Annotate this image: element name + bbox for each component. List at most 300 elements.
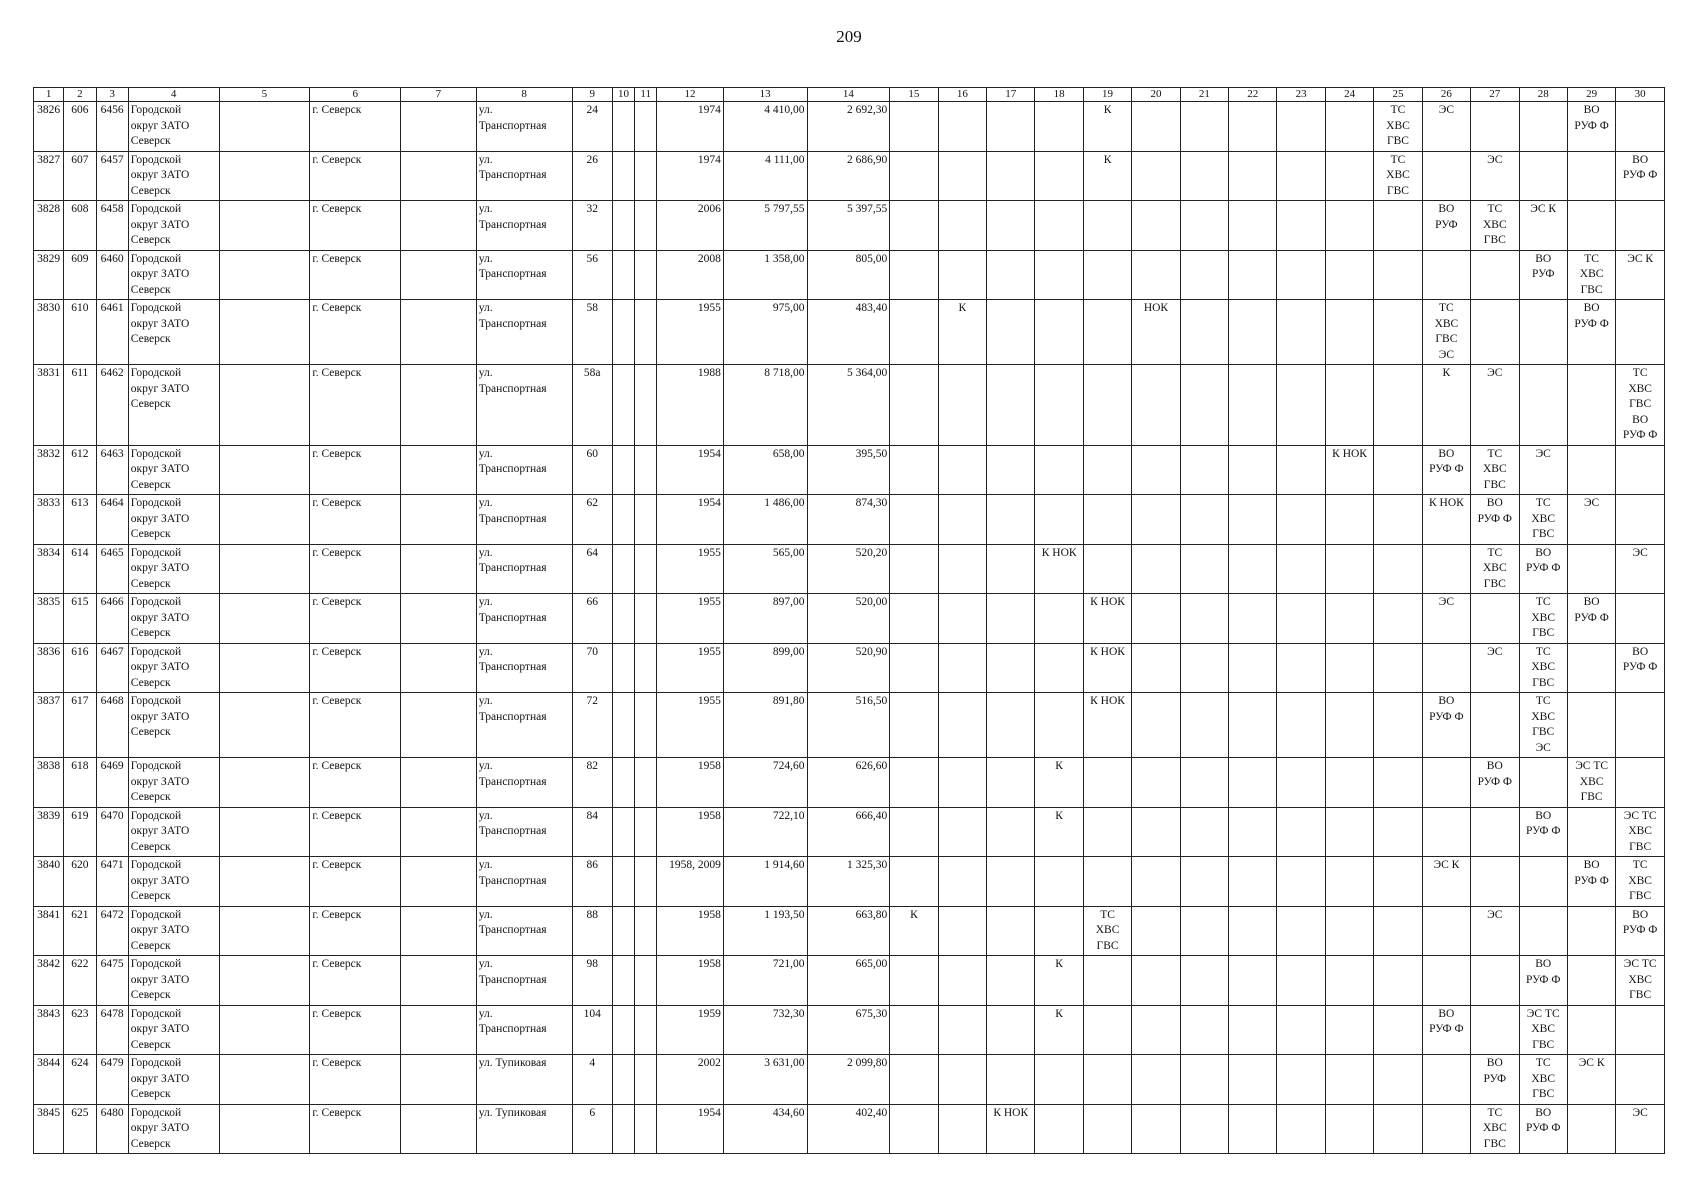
cell-col-7: [401, 1055, 477, 1105]
cell-work-year-col-20: [1132, 102, 1180, 152]
cell-street: ул. Транспортная: [476, 151, 572, 201]
cell-col-5: [219, 445, 310, 495]
cell-house: 72: [572, 693, 612, 758]
cell-object-id: 6458: [96, 201, 128, 251]
cell-work-year-col-21: [1180, 643, 1228, 693]
cell-street: ул. Транспортная: [476, 643, 572, 693]
cell-work-year-col-29: [1567, 643, 1615, 693]
cell-object-id: 6478: [96, 1005, 128, 1055]
cell-year: 1958: [657, 956, 724, 1006]
cell-work-year-col-15: [890, 151, 938, 201]
cell-house: 56: [572, 250, 612, 300]
cell-work-year-col-26: [1422, 956, 1470, 1006]
cell-area-total: 4 410,00: [723, 102, 807, 152]
column-header-4: 4: [128, 88, 219, 102]
cell-object-id: 6461: [96, 300, 128, 365]
cell-area-living: 666,40: [807, 807, 890, 857]
cell-area-living: 395,50: [807, 445, 890, 495]
cell-work-year-col-16: [938, 594, 986, 644]
cell-work-year-col-18: [1035, 300, 1083, 365]
cell-object-id: 6472: [96, 906, 128, 956]
cell-area-total: 732,30: [723, 1005, 807, 1055]
cell-area-total: 891,80: [723, 693, 807, 758]
cell-work-year-col-28: [1519, 857, 1567, 907]
cell-house: 88: [572, 906, 612, 956]
cell-city: г. Северск: [310, 643, 401, 693]
table-row: [34, 594, 1665, 644]
cell-work-year-col-25: [1374, 693, 1422, 758]
cell-area-living: 2 692,30: [807, 102, 890, 152]
cell-object-id: 6466: [96, 594, 128, 644]
cell-work-year-col-28: ВО РУФ: [1519, 250, 1567, 300]
cell-work-year-col-15: [890, 365, 938, 446]
cell-work-year-col-23: [1277, 1005, 1325, 1055]
cell-work-year-col-25: [1374, 544, 1422, 594]
cell-street: ул. Транспортная: [476, 102, 572, 152]
cell-col-5: [219, 956, 310, 1006]
cell-col-11: [635, 1104, 657, 1154]
column-header-25: 25: [1374, 88, 1422, 102]
cell-street: ул. Транспортная: [476, 758, 572, 808]
cell-work-year-col-25: [1374, 758, 1422, 808]
cell-col-11: [635, 956, 657, 1006]
cell-work-year-col-19: К: [1083, 151, 1131, 201]
cell-work-year-col-24: К НОК: [1325, 445, 1373, 495]
cell-owner: Городской округ ЗАТО Северск: [128, 1104, 219, 1154]
cell-year: 1974: [657, 102, 724, 152]
cell-work-year-col-16: [938, 365, 986, 446]
cell-work-year-col-29: [1567, 1005, 1615, 1055]
cell-work-year-col-20: [1132, 365, 1180, 446]
cell-year: 1955: [657, 643, 724, 693]
cell-work-year-col-22: [1229, 445, 1277, 495]
cell-record-number: 3835: [34, 594, 64, 644]
cell-work-year-col-26: ВО РУФ: [1422, 201, 1470, 251]
cell-city: г. Северск: [310, 906, 401, 956]
cell-work-year-col-19: [1083, 1104, 1131, 1154]
cell-col-11: [635, 250, 657, 300]
cell-index: 623: [64, 1005, 96, 1055]
cell-col-7: [401, 956, 477, 1006]
cell-area-living: 5 397,55: [807, 201, 890, 251]
cell-work-year-col-18: [1035, 594, 1083, 644]
cell-col-5: [219, 544, 310, 594]
cell-work-year-col-20: [1132, 250, 1180, 300]
cell-work-year-col-24: [1325, 758, 1373, 808]
cell-col-5: [219, 102, 310, 152]
cell-work-year-col-27: ТС ХВС ГВС: [1471, 445, 1519, 495]
cell-work-year-col-18: [1035, 1104, 1083, 1154]
cell-object-id: 6469: [96, 758, 128, 808]
cell-work-year-col-26: [1422, 906, 1470, 956]
cell-object-id: 6480: [96, 1104, 128, 1154]
cell-work-year-col-24: [1325, 151, 1373, 201]
cell-work-year-col-20: [1132, 1055, 1180, 1105]
cell-work-year-col-22: [1229, 151, 1277, 201]
cell-work-year-col-20: НОК: [1132, 300, 1180, 365]
column-header-24: 24: [1325, 88, 1373, 102]
cell-col-5: [219, 758, 310, 808]
cell-work-year-col-30: [1616, 445, 1665, 495]
cell-house: 62: [572, 495, 612, 545]
cell-work-year-col-17: [987, 1005, 1035, 1055]
cell-area-total: 565,00: [723, 544, 807, 594]
cell-record-number: 3840: [34, 857, 64, 907]
cell-record-number: 3827: [34, 151, 64, 201]
cell-work-year-col-23: [1277, 807, 1325, 857]
cell-work-year-col-15: [890, 102, 938, 152]
cell-col-5: [219, 250, 310, 300]
cell-col-11: [635, 758, 657, 808]
cell-work-year-col-21: [1180, 758, 1228, 808]
cell-index: 625: [64, 1104, 96, 1154]
cell-work-year-col-15: [890, 956, 938, 1006]
cell-owner: Городской округ ЗАТО Северск: [128, 445, 219, 495]
cell-work-year-col-29: ЭС ТС ХВС ГВС: [1567, 758, 1615, 808]
cell-work-year-col-29: [1567, 906, 1615, 956]
cell-work-year-col-29: ТС ХВС ГВС: [1567, 250, 1615, 300]
cell-object-id: 6463: [96, 445, 128, 495]
cell-work-year-col-16: [938, 643, 986, 693]
cell-work-year-col-27: ВО РУФ Ф: [1471, 758, 1519, 808]
cell-work-year-col-26: [1422, 544, 1470, 594]
cell-col-7: [401, 857, 477, 907]
cell-col-11: [635, 544, 657, 594]
table-row: [34, 1104, 1665, 1154]
cell-work-year-col-23: [1277, 495, 1325, 545]
cell-work-year-col-29: [1567, 1104, 1615, 1154]
cell-work-year-col-24: [1325, 365, 1373, 446]
cell-work-year-col-24: [1325, 956, 1373, 1006]
cell-work-year-col-21: [1180, 807, 1228, 857]
cell-work-year-col-17: [987, 445, 1035, 495]
column-header-29: 29: [1567, 88, 1615, 102]
cell-work-year-col-16: [938, 495, 986, 545]
cell-work-year-col-23: [1277, 906, 1325, 956]
column-header-27: 27: [1471, 88, 1519, 102]
cell-col-7: [401, 250, 477, 300]
cell-object-id: 6460: [96, 250, 128, 300]
cell-work-year-col-28: [1519, 102, 1567, 152]
cell-work-year-col-26: [1422, 1055, 1470, 1105]
cell-city: г. Северск: [310, 445, 401, 495]
cell-work-year-col-24: [1325, 857, 1373, 907]
cell-work-year-col-17: [987, 807, 1035, 857]
cell-work-year-col-22: [1229, 693, 1277, 758]
cell-work-year-col-27: [1471, 807, 1519, 857]
cell-owner: Городской округ ЗАТО Северск: [128, 1005, 219, 1055]
cell-record-number: 3831: [34, 365, 64, 446]
cell-work-year-col-23: [1277, 1055, 1325, 1105]
cell-work-year-col-19: [1083, 857, 1131, 907]
column-header-17: 17: [987, 88, 1035, 102]
cell-house: 84: [572, 807, 612, 857]
cell-work-year-col-20: [1132, 758, 1180, 808]
cell-work-year-col-19: [1083, 201, 1131, 251]
cell-col-10: [612, 365, 634, 446]
column-header-3: 3: [96, 88, 128, 102]
cell-col-10: [612, 1104, 634, 1154]
cell-area-total: 1 486,00: [723, 495, 807, 545]
cell-col-11: [635, 201, 657, 251]
cell-work-year-col-29: [1567, 201, 1615, 251]
cell-city: г. Северск: [310, 594, 401, 644]
cell-col-11: [635, 906, 657, 956]
column-header-5: 5: [219, 88, 310, 102]
cell-street: ул. Транспортная: [476, 201, 572, 251]
cell-work-year-col-22: [1229, 758, 1277, 808]
cell-work-year-col-16: [938, 956, 986, 1006]
cell-work-year-col-22: [1229, 250, 1277, 300]
cell-work-year-col-17: [987, 365, 1035, 446]
cell-area-total: 434,60: [723, 1104, 807, 1154]
cell-area-total: 975,00: [723, 300, 807, 365]
cell-work-year-col-20: [1132, 906, 1180, 956]
cell-work-year-col-21: [1180, 495, 1228, 545]
cell-work-year-col-25: ТС ХВС ГВС: [1374, 151, 1422, 201]
cell-col-11: [635, 495, 657, 545]
cell-work-year-col-23: [1277, 250, 1325, 300]
cell-work-year-col-16: [938, 807, 986, 857]
cell-work-year-col-23: [1277, 857, 1325, 907]
cell-record-number: 3828: [34, 201, 64, 251]
cell-year: 2008: [657, 250, 724, 300]
cell-work-year-col-25: [1374, 365, 1422, 446]
cell-owner: Городской округ ЗАТО Северск: [128, 102, 219, 152]
cell-owner: Городской округ ЗАТО Северск: [128, 250, 219, 300]
cell-work-year-col-30: ЭС: [1616, 1104, 1665, 1154]
cell-col-11: [635, 151, 657, 201]
cell-work-year-col-25: [1374, 594, 1422, 644]
table-row: [34, 1005, 1665, 1055]
cell-col-5: [219, 807, 310, 857]
cell-work-year-col-18: [1035, 201, 1083, 251]
cell-col-10: [612, 300, 634, 365]
cell-work-year-col-30: [1616, 201, 1665, 251]
cell-area-living: 520,90: [807, 643, 890, 693]
cell-work-year-col-25: [1374, 857, 1422, 907]
cell-work-year-col-15: [890, 1005, 938, 1055]
cell-street: ул. Тупиковая: [476, 1104, 572, 1154]
cell-work-year-col-16: [938, 445, 986, 495]
cell-street: ул. Транспортная: [476, 1005, 572, 1055]
cell-work-year-col-16: [938, 1055, 986, 1105]
cell-work-year-col-15: [890, 643, 938, 693]
cell-object-id: 6468: [96, 693, 128, 758]
table-row: [34, 445, 1665, 495]
cell-col-11: [635, 693, 657, 758]
cell-area-living: 520,00: [807, 594, 890, 644]
cell-work-year-col-17: [987, 906, 1035, 956]
cell-work-year-col-24: [1325, 643, 1373, 693]
cell-col-5: [219, 1104, 310, 1154]
cell-year: 1974: [657, 151, 724, 201]
cell-work-year-col-25: ТС ХВС ГВС: [1374, 102, 1422, 152]
cell-work-year-col-26: [1422, 758, 1470, 808]
cell-work-year-col-28: [1519, 758, 1567, 808]
cell-year: 1988: [657, 365, 724, 446]
cell-work-year-col-23: [1277, 956, 1325, 1006]
cell-col-7: [401, 906, 477, 956]
cell-work-year-col-23: [1277, 102, 1325, 152]
cell-work-year-col-18: К: [1035, 956, 1083, 1006]
cell-work-year-col-27: ТС ХВС ГВС: [1471, 544, 1519, 594]
cell-work-year-col-25: [1374, 1055, 1422, 1105]
cell-work-year-col-30: [1616, 693, 1665, 758]
table-row: [34, 906, 1665, 956]
cell-area-living: 402,40: [807, 1104, 890, 1154]
cell-area-living: 663,80: [807, 906, 890, 956]
cell-street: ул. Транспортная: [476, 445, 572, 495]
cell-work-year-col-29: [1567, 807, 1615, 857]
cell-work-year-col-26: [1422, 250, 1470, 300]
cell-work-year-col-21: [1180, 365, 1228, 446]
cell-work-year-col-29: [1567, 365, 1615, 446]
cell-house: 60: [572, 445, 612, 495]
cell-work-year-col-27: ВО РУФ Ф: [1471, 495, 1519, 545]
cell-work-year-col-23: [1277, 445, 1325, 495]
cell-work-year-col-25: [1374, 956, 1422, 1006]
cell-work-year-col-16: [938, 250, 986, 300]
cell-work-year-col-26: ВО РУФ Ф: [1422, 445, 1470, 495]
cell-work-year-col-17: [987, 1055, 1035, 1105]
table-row: [34, 102, 1665, 152]
cell-year: 1955: [657, 693, 724, 758]
cell-work-year-col-16: К: [938, 300, 986, 365]
cell-work-year-col-18: [1035, 365, 1083, 446]
table-row: [34, 544, 1665, 594]
cell-col-5: [219, 495, 310, 545]
cell-work-year-col-29: ВО РУФ Ф: [1567, 857, 1615, 907]
cell-object-id: 6475: [96, 956, 128, 1006]
cell-col-10: [612, 758, 634, 808]
cell-object-id: 6457: [96, 151, 128, 201]
cell-work-year-col-17: [987, 151, 1035, 201]
cell-work-year-col-16: [938, 201, 986, 251]
cell-work-year-col-18: [1035, 151, 1083, 201]
cell-work-year-col-28: [1519, 300, 1567, 365]
column-header-18: 18: [1035, 88, 1083, 102]
cell-work-year-col-20: [1132, 495, 1180, 545]
cell-work-year-col-24: [1325, 1055, 1373, 1105]
cell-work-year-col-26: ТС ХВС ГВС ЭС: [1422, 300, 1470, 365]
cell-city: г. Северск: [310, 1005, 401, 1055]
cell-city: г. Северск: [310, 102, 401, 152]
cell-work-year-col-19: [1083, 495, 1131, 545]
cell-work-year-col-27: ЭС: [1471, 906, 1519, 956]
cell-year: 1955: [657, 544, 724, 594]
cell-house: 66: [572, 594, 612, 644]
cell-area-living: 516,50: [807, 693, 890, 758]
cell-work-year-col-24: [1325, 102, 1373, 152]
cell-owner: Городской округ ЗАТО Северск: [128, 201, 219, 251]
cell-work-year-col-16: [938, 1005, 986, 1055]
cell-work-year-col-23: [1277, 758, 1325, 808]
cell-work-year-col-17: [987, 857, 1035, 907]
cell-work-year-col-23: [1277, 300, 1325, 365]
cell-work-year-col-28: [1519, 151, 1567, 201]
cell-house: 98: [572, 956, 612, 1006]
column-header-6: 6: [310, 88, 401, 102]
cell-owner: Городской округ ЗАТО Северск: [128, 906, 219, 956]
cell-object-id: 6479: [96, 1055, 128, 1105]
cell-work-year-col-27: [1471, 956, 1519, 1006]
cell-year: 2006: [657, 201, 724, 251]
cell-col-7: [401, 544, 477, 594]
cell-col-10: [612, 102, 634, 152]
cell-work-year-col-22: [1229, 1104, 1277, 1154]
cell-work-year-col-26: [1422, 643, 1470, 693]
cell-work-year-col-18: К: [1035, 1005, 1083, 1055]
cell-work-year-col-26: К: [1422, 365, 1470, 446]
column-header-12: 12: [657, 88, 724, 102]
cell-work-year-col-18: [1035, 250, 1083, 300]
cell-work-year-col-19: [1083, 250, 1131, 300]
cell-street: ул. Транспортная: [476, 807, 572, 857]
cell-work-year-col-28: ВО РУФ Ф: [1519, 1104, 1567, 1154]
cell-index: 616: [64, 643, 96, 693]
cell-work-year-col-15: К: [890, 906, 938, 956]
cell-col-7: [401, 594, 477, 644]
column-header-22: 22: [1229, 88, 1277, 102]
cell-year: 1955: [657, 594, 724, 644]
cell-work-year-col-21: [1180, 1104, 1228, 1154]
cell-work-year-col-18: [1035, 495, 1083, 545]
cell-col-5: [219, 1055, 310, 1105]
cell-work-year-col-19: [1083, 956, 1131, 1006]
cell-work-year-col-30: [1616, 1005, 1665, 1055]
cell-work-year-col-28: ТС ХВС ГВС: [1519, 643, 1567, 693]
table-row: [34, 857, 1665, 907]
cell-index: 613: [64, 495, 96, 545]
cell-work-year-col-16: [938, 102, 986, 152]
cell-index: 621: [64, 906, 96, 956]
cell-city: г. Северск: [310, 544, 401, 594]
cell-work-year-col-19: К: [1083, 102, 1131, 152]
cell-area-living: 675,30: [807, 1005, 890, 1055]
cell-index: 614: [64, 544, 96, 594]
cell-work-year-col-23: [1277, 1104, 1325, 1154]
cell-work-year-col-26: К НОК: [1422, 495, 1470, 545]
cell-work-year-col-27: ЭС: [1471, 365, 1519, 446]
cell-record-number: 3841: [34, 906, 64, 956]
cell-work-year-col-15: [890, 807, 938, 857]
cell-col-7: [401, 643, 477, 693]
cell-work-year-col-19: К НОК: [1083, 643, 1131, 693]
cell-work-year-col-25: [1374, 300, 1422, 365]
cell-col-10: [612, 250, 634, 300]
cell-street: ул. Транспортная: [476, 300, 572, 365]
cell-col-10: [612, 495, 634, 545]
cell-col-10: [612, 906, 634, 956]
column-header-16: 16: [938, 88, 986, 102]
cell-work-year-col-15: [890, 445, 938, 495]
cell-city: г. Северск: [310, 1055, 401, 1105]
cell-record-number: 3834: [34, 544, 64, 594]
column-header-15: 15: [890, 88, 938, 102]
cell-index: 612: [64, 445, 96, 495]
cell-record-number: 3829: [34, 250, 64, 300]
cell-work-year-col-15: [890, 1104, 938, 1154]
column-header-7: 7: [401, 88, 477, 102]
cell-owner: Городской округ ЗАТО Северск: [128, 594, 219, 644]
column-header-11: 11: [635, 88, 657, 102]
cell-work-year-col-19: [1083, 807, 1131, 857]
cell-area-total: 5 797,55: [723, 201, 807, 251]
cell-index: 617: [64, 693, 96, 758]
cell-col-7: [401, 807, 477, 857]
cell-work-year-col-20: [1132, 693, 1180, 758]
